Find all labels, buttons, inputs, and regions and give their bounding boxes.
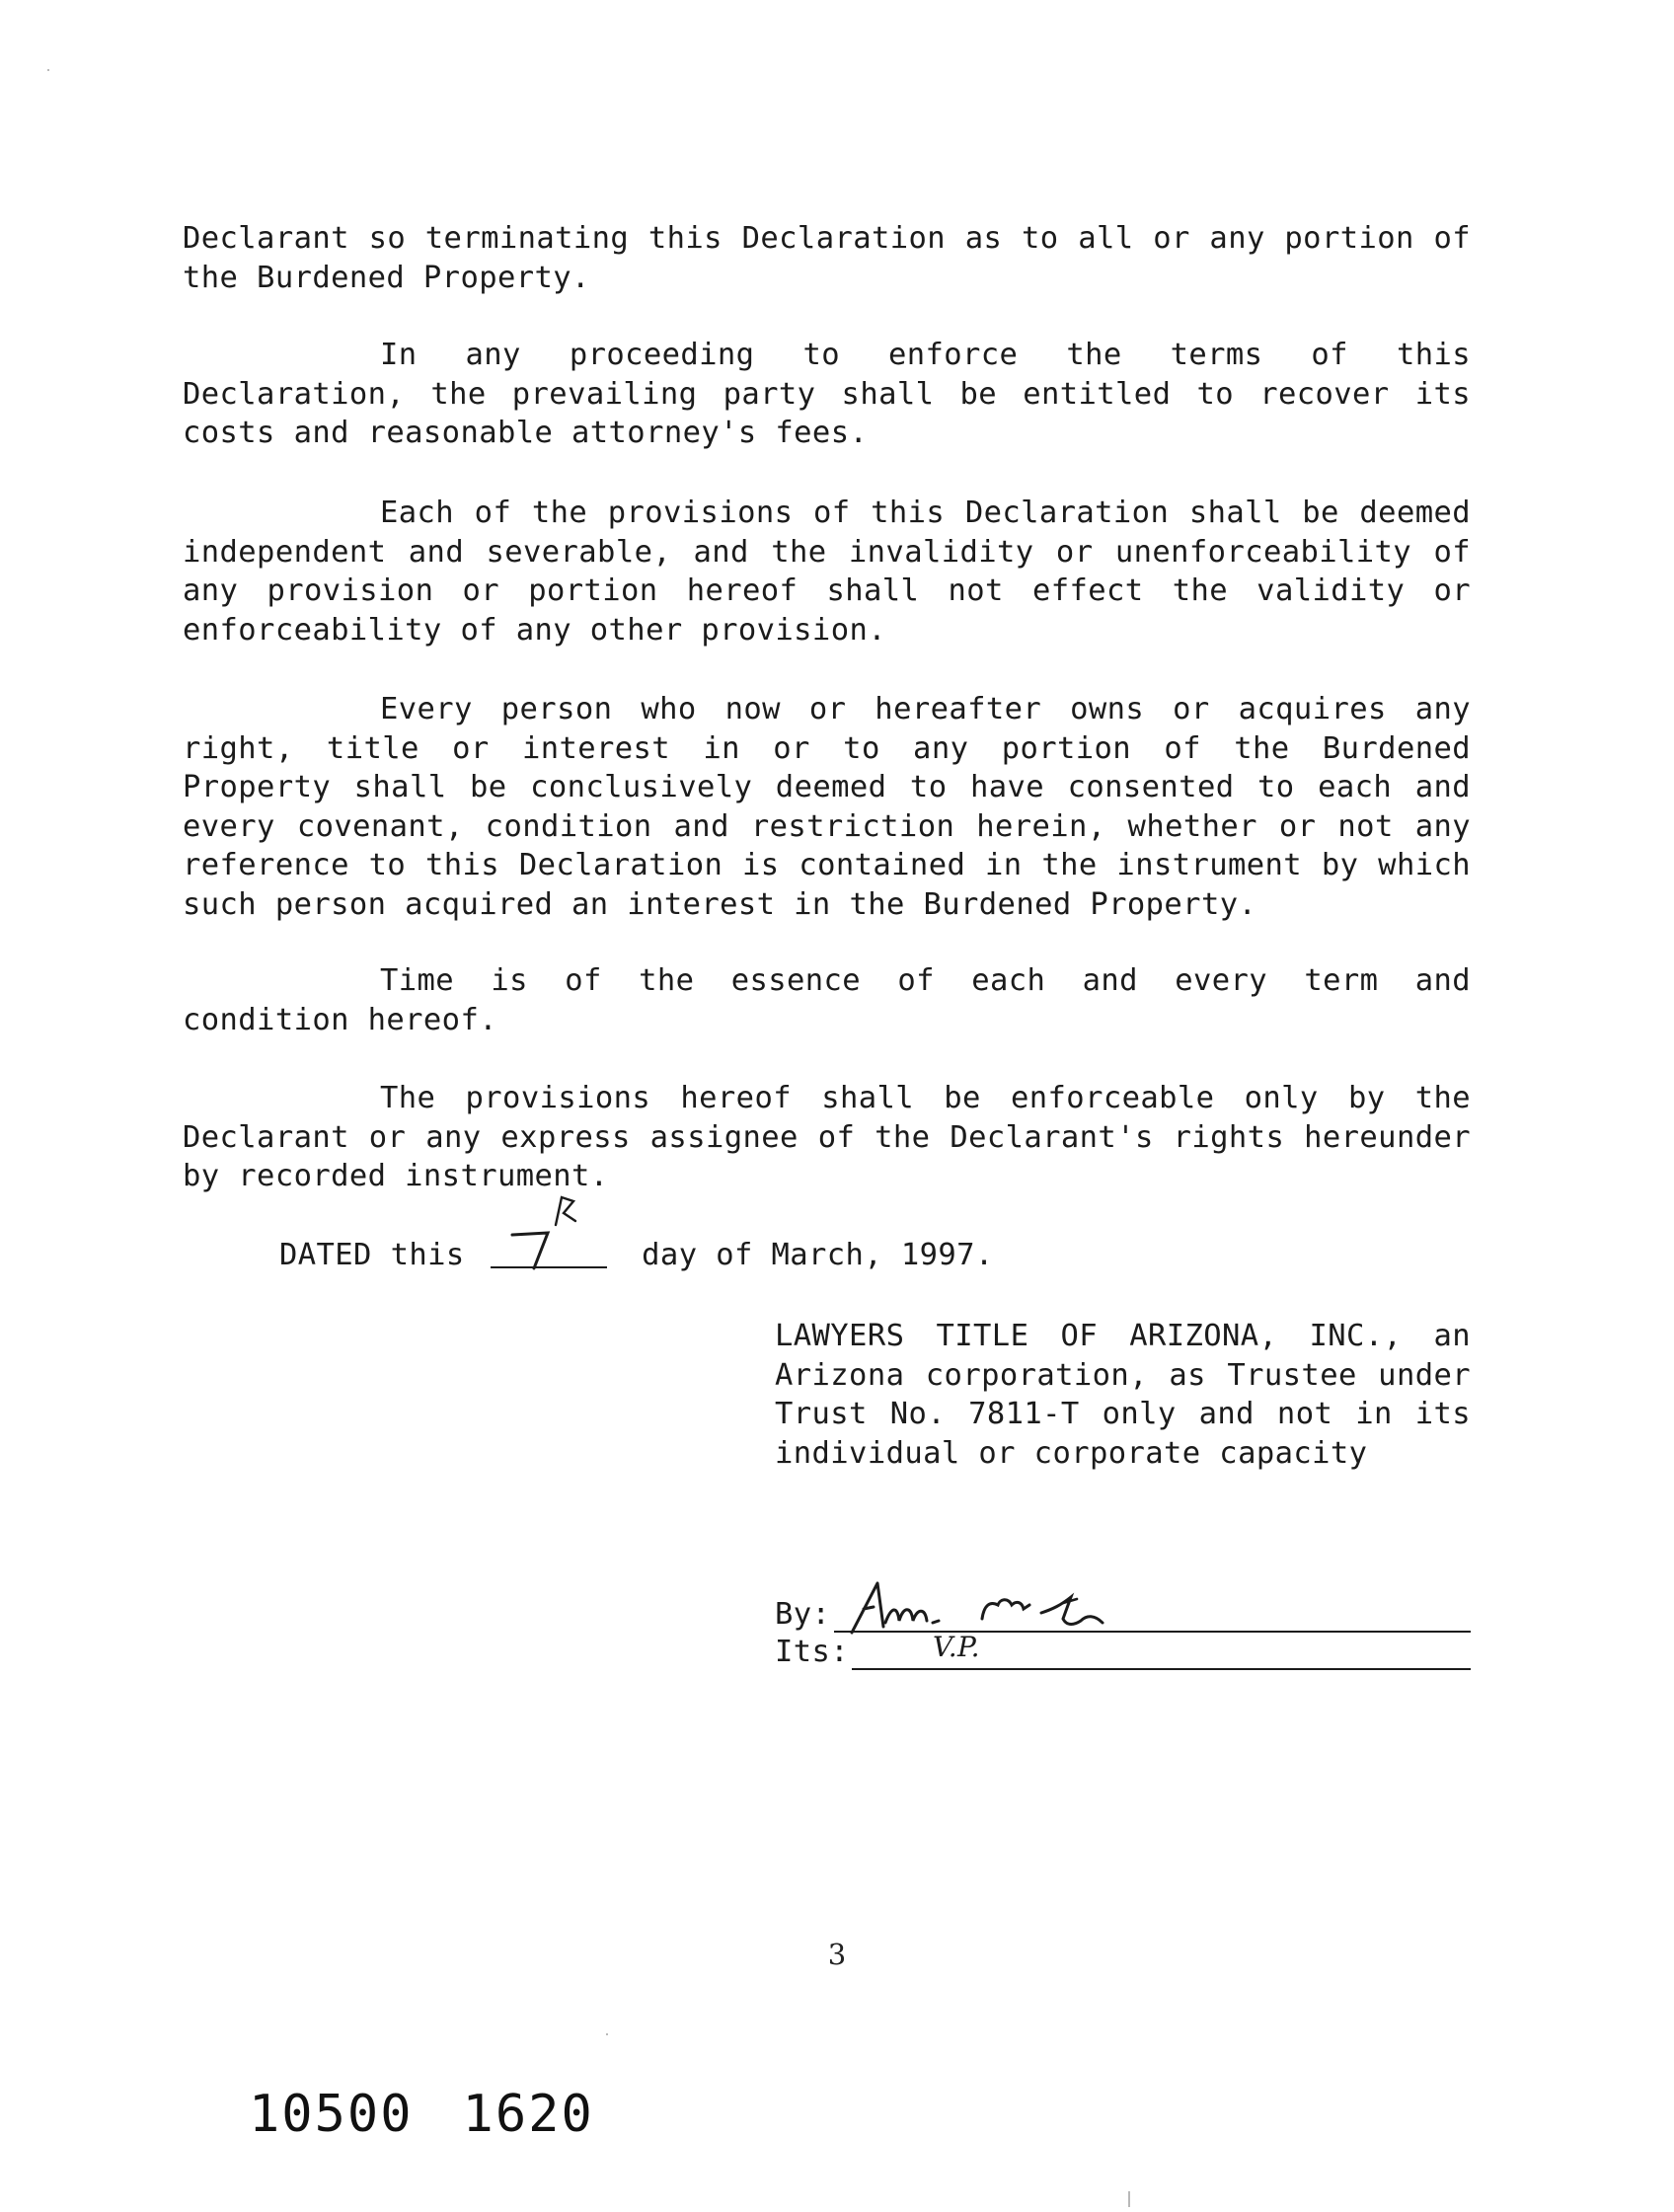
recording-docket: 10500 — [249, 2085, 414, 2144]
its-handwritten-title: V.P. — [933, 1631, 980, 1663]
paragraph-attorneys-fees: In any proceeding to enforce the terms of this Declaration, the prevailing party shall be entitled to recover its costs and reasonable attorney's fees. — [183, 338, 1471, 450]
scan-speck — [606, 2033, 608, 2035]
dated-line — [279, 1231, 994, 1275]
by-label: By: — [775, 1597, 831, 1632]
scan-mark — [1128, 2191, 1130, 2207]
paragraph-enforceability: The provisions hereof shall be enforceable only by the Declarant or any express assignee of the Declarant's rights hereunder by recorded instrument. — [183, 1081, 1471, 1193]
dated-suffix: day of March, 1997. — [642, 1238, 994, 1272]
signatory-entity: LAWYERS TITLE OF ARIZONA, INC., an Arizona corporation, as Trustee under Trust No. 7811-T only and not in its individual or corporate capacity — [775, 1319, 1471, 1471]
its-underline — [852, 1668, 1471, 1670]
handwritten-signature — [834, 1575, 1249, 1644]
recording-page: 1620 — [462, 2085, 594, 2144]
page-number: 3 — [827, 1938, 847, 1971]
by-signature-line — [775, 1597, 830, 1635]
paragraph-severability: Each of the provisions of this Declaration shall be deemed independent and severable, and the invalidity or unenforceability of any provision or portion hereof shall not effect the validity or enforceability of any other provision. — [183, 496, 1471, 648]
handwritten-day-7th — [491, 1191, 607, 1270]
day-blank — [491, 1231, 607, 1268]
paragraph-time-of-essence: Time is of the essence of each and every term and condition hereof. — [183, 963, 1471, 1037]
recording-stamp — [249, 2085, 594, 2144]
paragraph-termination-continuation: Declarant so terminating this Declaration as to all or any portion of the Burdened Property. — [183, 221, 1471, 295]
paragraph-consent: Every person who now or hereafter owns or acquires any right, title or interest in or to any portion of the Burdened Property shall be conclusively deemed to have consented to each and every covenant, condition and restriction herein, whether or not any reference to this Declaration is contained in the instrument by which such person acquired an interest in the Burdened Property. — [183, 692, 1471, 922]
its-title-line — [775, 1631, 980, 1672]
its-label: Its: — [775, 1635, 850, 1669]
dated-prefix: DATED this — [279, 1238, 465, 1272]
scan-speck — [47, 69, 49, 71]
